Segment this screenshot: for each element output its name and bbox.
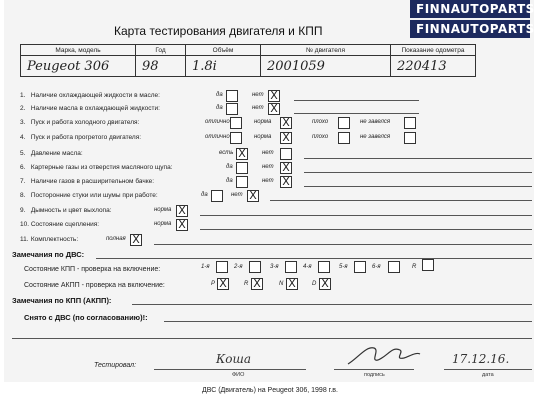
gear-checkbox[interactable] <box>318 261 330 273</box>
check-item: 8. Посторонние стуки или шумы при работе: <box>20 192 158 199</box>
option-label: нет <box>262 150 274 156</box>
check-item: 6. Картерные газы из отверстия масляного щупа: <box>20 164 173 171</box>
signature-mark <box>344 340 424 370</box>
option-label: есть <box>219 150 234 156</box>
option-label: норма <box>254 119 272 125</box>
col-engine-number: № двигателя <box>261 45 391 56</box>
test-card-document <box>4 0 534 382</box>
checkbox[interactable]: X <box>280 117 292 129</box>
engine-number-value: 2001059 <box>261 56 391 77</box>
date-handwritten: 17.12.16. <box>452 352 510 366</box>
removed-label: Снято с ДВС (по согласованию)!: <box>24 313 148 322</box>
checkbox[interactable]: X <box>176 219 188 231</box>
col-odometer: Показание одометра <box>391 45 476 56</box>
gear-checkbox[interactable] <box>422 259 434 271</box>
gear-checkbox[interactable]: X <box>319 278 331 290</box>
gear-label: 4-я <box>303 264 312 270</box>
option-label: нет <box>231 192 243 198</box>
signature-caption: подпись <box>364 372 385 378</box>
option-label: да <box>226 178 233 184</box>
check-item: 2. Наличие масла в охлаждающей жидкости: <box>20 105 160 112</box>
akpp-label: Состояние АКПП - проверка на включение: <box>24 282 165 289</box>
checkbox[interactable]: X <box>176 205 188 217</box>
gear-checkbox[interactable]: X <box>286 278 298 290</box>
checkbox[interactable]: X <box>268 103 280 115</box>
volume-value: 1.8i <box>186 56 261 77</box>
checkbox[interactable]: X <box>280 162 292 174</box>
tested-label: Тестировал: <box>94 362 137 369</box>
gear-checkbox[interactable] <box>388 261 400 273</box>
fio-caption: ФИО <box>232 372 245 378</box>
check-item: 7. Наличие газов в расширительном бачке: <box>20 178 155 185</box>
gear-checkbox[interactable] <box>354 261 366 273</box>
checkbox[interactable] <box>338 117 350 129</box>
image-caption: ДВС (Двигатель) на Peugeot 306, 1998 г.в. <box>202 387 338 394</box>
option-label: да <box>226 164 233 170</box>
date-caption: дата <box>482 372 494 378</box>
checkbox[interactable] <box>280 148 292 160</box>
gear-label: 6-я <box>372 264 381 270</box>
checkbox[interactable] <box>226 103 238 115</box>
option-label: норма <box>254 134 272 140</box>
col-model: Марка, модель <box>21 45 136 56</box>
gear-checkbox[interactable] <box>285 261 297 273</box>
option-label: норма <box>154 207 172 213</box>
checkbox[interactable]: X <box>247 190 259 202</box>
checkbox[interactable] <box>236 176 248 188</box>
option-label: полная <box>106 236 126 242</box>
checkbox[interactable] <box>230 117 242 129</box>
gear-label: 1-я <box>201 264 210 270</box>
checkbox[interactable] <box>404 132 416 144</box>
document-title: Карта тестирования двигателя и КПП <box>114 24 323 38</box>
watermark-line: FINNAUTOPARTS <box>410 20 530 38</box>
checkbox[interactable] <box>404 117 416 129</box>
watermark-logo <box>410 0 535 40</box>
check-item: 4. Пуск и работа прогретого двигателя: <box>20 134 142 141</box>
gear-label: P <box>211 281 216 287</box>
checkbox[interactable] <box>226 90 238 102</box>
remarks-engine-label: Замечания по ДВС: <box>12 250 85 259</box>
option-label: норма <box>154 221 172 227</box>
check-item: 9. Дымность и цвет выхлопа: <box>20 207 112 214</box>
option-label: нет <box>252 105 264 111</box>
gear-label: R <box>244 281 249 287</box>
gear-label: 5-я <box>339 264 348 270</box>
check-item: 11. Комплектность: <box>20 236 79 243</box>
kpp-label: Состояние КПП - проверка на включение: <box>24 266 161 273</box>
checkbox[interactable]: X <box>130 234 142 246</box>
checkbox[interactable]: X <box>268 90 280 102</box>
option-label: плохо <box>312 119 329 125</box>
gear-label: R <box>412 264 417 270</box>
option-label: да <box>216 105 223 111</box>
check-item: 1. Наличие охлаждающей жидкости в масле: <box>20 92 160 99</box>
option-label: плохо <box>312 134 329 140</box>
gear-label: D <box>312 281 317 287</box>
remarks-kpp-label: Замечания по КПП (АКПП): <box>12 296 112 305</box>
gear-label: 2-я <box>234 264 243 270</box>
col-year: Год <box>136 45 186 56</box>
option-label: да <box>216 92 223 98</box>
option-label: да <box>201 192 208 198</box>
checkbox[interactable] <box>230 132 242 144</box>
checkbox[interactable]: X <box>280 132 292 144</box>
option-label: не завелся <box>360 134 391 140</box>
vehicle-header-table <box>20 44 476 77</box>
option-label: нет <box>252 92 264 98</box>
odometer-value: 220413 <box>391 56 476 77</box>
check-item: 10. Состояние сцепления: <box>20 221 100 228</box>
check-item: 5. Давление масла: <box>20 150 83 157</box>
checkbox[interactable] <box>211 190 223 202</box>
gear-checkbox[interactable]: X <box>217 278 229 290</box>
gear-label: N <box>279 281 284 287</box>
watermark-line: FINNAUTOPARTS <box>410 0 530 18</box>
check-item: 3. Пуск и работа холодного двигателя: <box>20 119 140 126</box>
gear-label: 3-я <box>270 264 279 270</box>
option-label: отлично <box>205 119 230 125</box>
model-value: Peugeot 306 <box>21 56 136 77</box>
col-volume: Объём <box>186 45 261 56</box>
fio-handwritten: Кошa <box>216 352 252 366</box>
option-label: нет <box>262 178 274 184</box>
checkbox[interactable] <box>338 132 350 144</box>
checkbox[interactable] <box>236 162 248 174</box>
checkbox[interactable]: X <box>236 148 248 160</box>
option-label: не завелся <box>360 119 391 125</box>
gear-checkbox[interactable] <box>249 261 261 273</box>
gear-checkbox[interactable]: X <box>251 278 263 290</box>
checkbox[interactable]: X <box>280 176 292 188</box>
gear-checkbox[interactable] <box>216 261 228 273</box>
option-label: нет <box>262 164 274 170</box>
option-label: отлично <box>205 134 230 140</box>
year-value: 98 <box>136 56 186 77</box>
